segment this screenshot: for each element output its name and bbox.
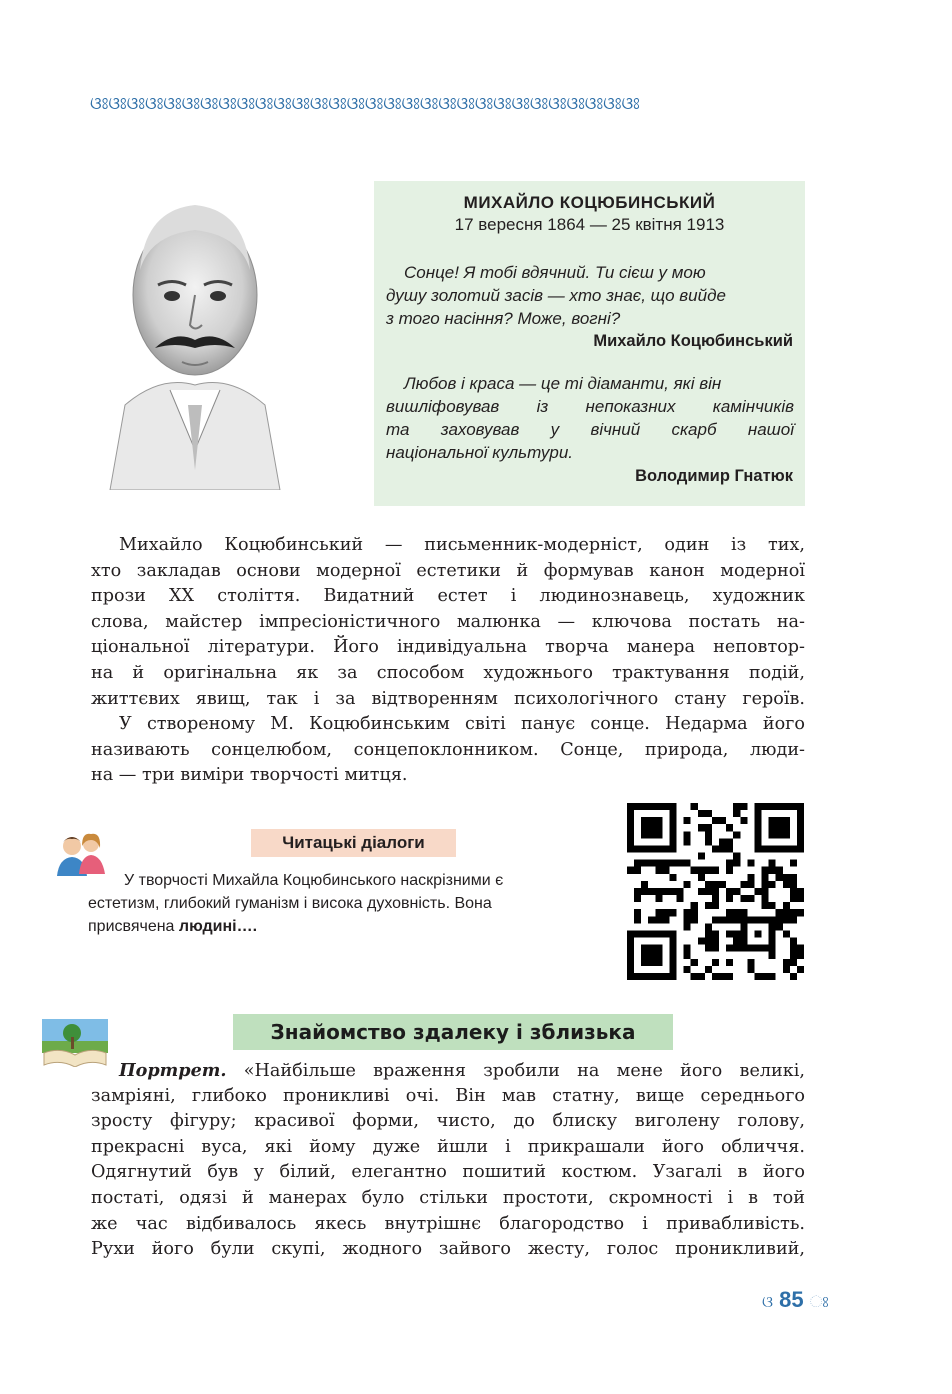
text-line: Одягнутий був у білий, елегантно пошитий костюм. Узагалі в його xyxy=(91,1162,805,1183)
author-dates: 17 вересня 1864 — 25 квітня 1913 xyxy=(454,215,725,234)
section-title: Знайомство здалеку і зблизька xyxy=(233,1014,673,1050)
lead-word: Портрет. xyxy=(119,1060,227,1081)
quote-line: з того насіння? Може, вогні? xyxy=(386,309,621,328)
quote-2 xyxy=(386,372,794,464)
bold-word: людині…. xyxy=(178,918,258,935)
decorative-ornament-border: ଓଃଓଃଓଃଓଃଓଃଓଃଓଃଓଃଓଃଓଃଓଃଓଃଓଃଓଃଓଃଓଃଓଃଓଃଓଃଓଃଓଃଓଃଓଃଓଃଓଃଓଃଓଃଓଃଓଃଓଃ xyxy=(90,94,640,114)
text-line: Рухи його були скупі, жодного зайвого жесту, голос проникливий, xyxy=(91,1239,805,1260)
text-fragment: «Найбільше враження зробили на мене його великі, xyxy=(226,1061,805,1081)
quote-1-author: Михайло Коцюбинський xyxy=(593,332,793,350)
reader-dialogs-title: Читацькі діалоги xyxy=(251,829,456,857)
ornament-left-icon: ଓ xyxy=(762,1294,774,1311)
biography-box xyxy=(374,181,805,506)
quote-line: вишліфовував із непоказних камінчиків xyxy=(386,397,794,416)
text-line: прекрасні вуса, які йому дуже йшли і прикрашали його обличчя. xyxy=(91,1136,805,1157)
author-name: МИХАЙЛО КОЦЮБИНСЬКИЙ xyxy=(463,193,716,212)
text-line: замріяні, глибоко проникливі очі. Він мав статну, вище середнього xyxy=(91,1085,805,1106)
text-line: постаті, одязі й манерах було стільки простоти, скромності і в той xyxy=(91,1187,805,1208)
quote-line: душу золотий засів — хто знає, що вийде xyxy=(386,286,726,305)
text-line: Михайло Коцюбинський — письменник-модерніст, один із тих, xyxy=(119,535,805,555)
ornament-right-icon: ଃ xyxy=(809,1294,829,1311)
page-number-value: 85 xyxy=(779,1287,804,1312)
text-line: слова, майстер імпресіоністичного малюнка — ключова постать на- xyxy=(91,611,805,632)
text-line xyxy=(91,1058,805,1084)
qr-code[interactable] xyxy=(627,803,804,980)
text-line: же час відбивалось якесь внутрішнє благородство і привабливість. xyxy=(91,1213,805,1234)
quote-line: Любов і краса — це ті діаманти, які він xyxy=(404,374,722,393)
text-line: зросту фігуру; красивої форми, чисто, до блиску виголену голову, xyxy=(91,1111,805,1132)
text-line: називають сонцелюбом, сонцепоклонником. Сонце, природа, люди- xyxy=(91,739,805,760)
text-line: У створеному М. Коцюбинським світі панує сонце. Недарма його xyxy=(119,714,805,735)
quote-line: та заховував у вічний скарб нашої xyxy=(386,420,794,439)
quote-2-author: Володимир Гнатюк xyxy=(635,467,793,485)
text-line: хто закладав основи модерної естетики й формував канон модерної xyxy=(91,560,805,581)
quote-line: Сонце! Я тобі вдячний. Ти сієш у мою xyxy=(404,263,706,282)
readers-icon xyxy=(55,832,107,876)
text-line: ціональної літератури. Його індивідуальна творча манера неповтор- xyxy=(91,637,805,658)
quote-1 xyxy=(386,261,794,330)
text-fragment: присвячена xyxy=(88,918,179,935)
text-line xyxy=(88,915,580,938)
intro-paragraph xyxy=(91,533,805,789)
text-line: естетизм, глибокий гуманізм і висока духовність. Вона xyxy=(88,895,492,912)
text-line: на — три виміри творчості митця. xyxy=(91,765,408,786)
portrait-paragraph xyxy=(91,1058,805,1263)
text-line: прози XX століття. Видатний естет і людинознавець, художник xyxy=(91,586,805,607)
reader-dialogs-text xyxy=(88,869,580,938)
portrait-illustration xyxy=(100,190,290,490)
page-number xyxy=(762,1287,862,1317)
text-line: У творчості Михайла Коцюбинського наскрізними є xyxy=(124,872,504,889)
text-line: на й оригінальна як за способом художнього трактування подій, xyxy=(91,662,805,683)
text-line: життєвих явищ, так і за відтворенням психологічного стану героїв. xyxy=(91,688,805,709)
quote-line: національної культури. xyxy=(386,443,573,462)
